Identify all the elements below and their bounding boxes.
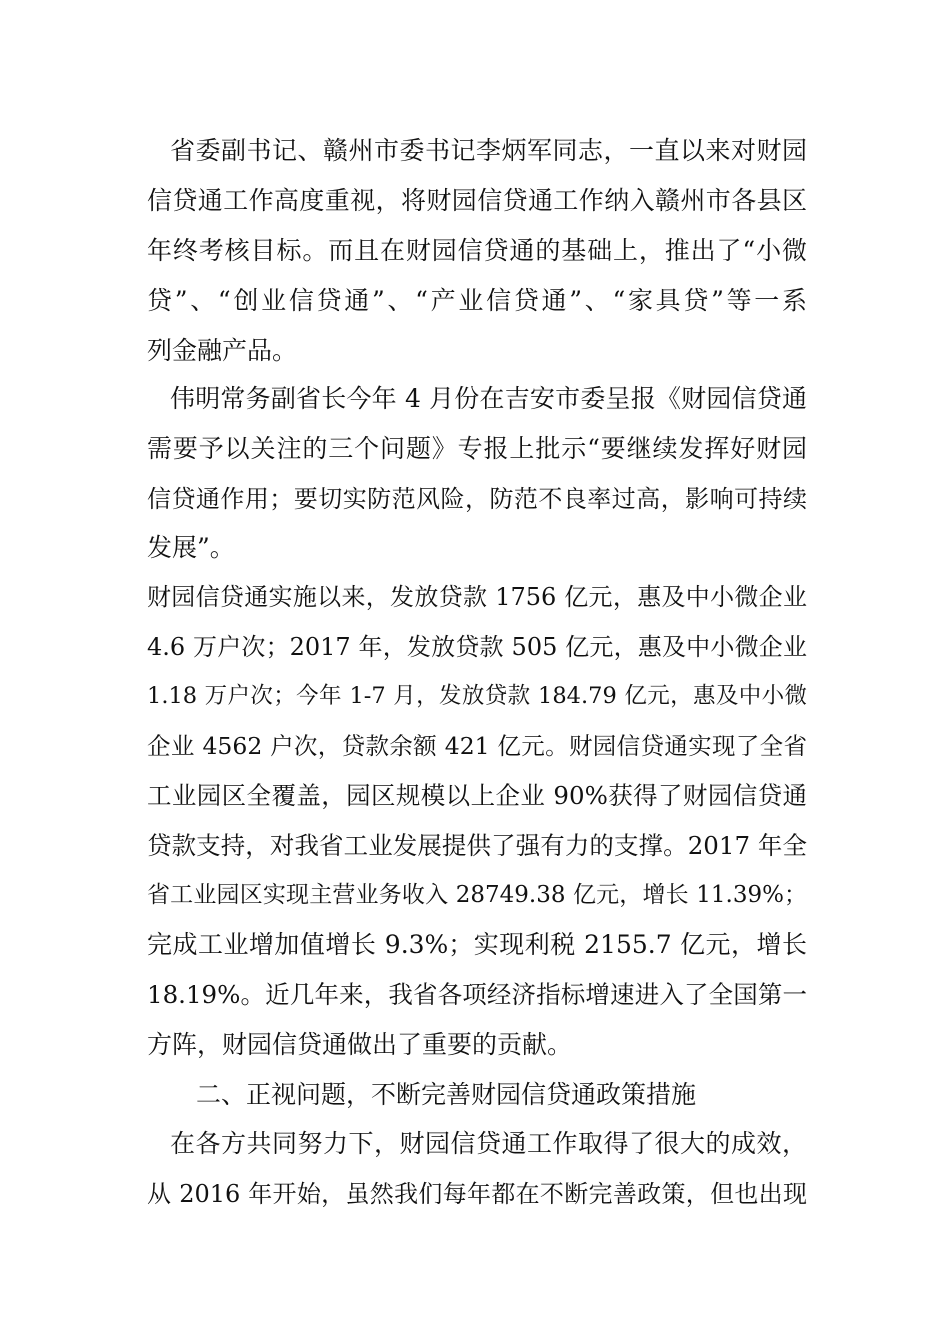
text-line: 工业园区全覆盖，园区规模以上企业 90%获得了财园信贷通 xyxy=(147,781,807,810)
text-line: 贷款支持，对我省工业发展提供了强有力的支撑。2017 年全 xyxy=(147,831,807,860)
text-line: 列金融产品。 xyxy=(147,336,298,365)
text-line: 发展”。 xyxy=(147,533,235,562)
text-line: 省委副书记、赣州市委书记李炳军同志，一直以来对财园 xyxy=(170,136,807,165)
text-line: 4.6 万户次；2017 年，发放贷款 505 亿元，惠及中小微企业 xyxy=(147,633,807,661)
text-line: 信贷通作用；要切实防范风险，防范不良率过高，影响可持续 xyxy=(147,485,807,513)
text-line: 从 2016 年开始，虽然我们每年都在不断完善政策，但也出现 xyxy=(147,1180,807,1208)
text-line: 企业 4562 户次，贷款余额 421 亿元。财园信贷通实现了全省 xyxy=(147,732,807,760)
section-heading: 二、正视问题，不断完善财园信贷通政策措施 xyxy=(196,1080,697,1109)
text-line: 18.19%。近几年来，我省各项经济指标增速进入了全国第一 xyxy=(147,980,807,1009)
text-line: 完成工业增加值增长 9.3%；实现利税 2155.7 亿元，增长 xyxy=(147,930,807,959)
text-line: 需要予以关注的三个问题》专报上批示“要继续发挥好财园 xyxy=(147,434,807,463)
text-line: 伟明常务副省长今年 4 月份在吉安市委呈报《财园信贷通 xyxy=(170,384,807,413)
text-line: 在各方共同努力下，财园信贷通工作取得了很大的成效， xyxy=(170,1129,807,1158)
text-line: 方阵，财园信贷通做出了重要的贡献。 xyxy=(147,1030,573,1059)
text-line: 信贷通工作高度重视，将财园信贷通工作纳入赣州市各县区 xyxy=(147,186,807,215)
text-line: 财园信贷通实施以来，发放贷款 1756 亿元，惠及中小微企业 xyxy=(147,583,807,611)
text-line: 年终考核目标。而且在财园信贷通的基础上，推出了“小微 xyxy=(147,236,807,265)
text-line: 省工业园区实现主营业务收入 28749.38 亿元，增长 11.39%； xyxy=(147,882,807,908)
text-line: 贷”、“创业信贷通”、“产业信贷通”、“家具贷”等一系 xyxy=(147,286,807,315)
text-line: 1.18 万户次；今年 1-7 月，发放贷款 184.79 亿元，惠及中小微 xyxy=(147,683,807,709)
